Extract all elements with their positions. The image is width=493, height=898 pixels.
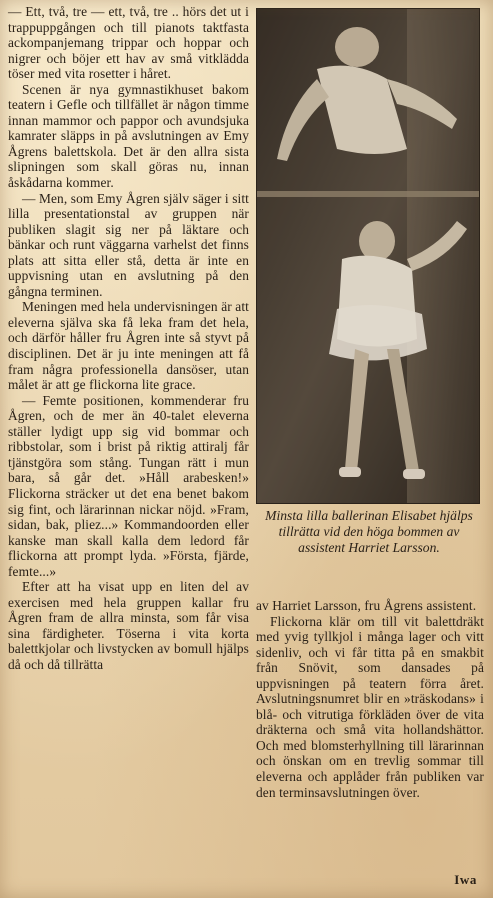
article-paragraph: — Femte positionen, kommenderar fru Ågren, och de mer än 40-talet eleverna ställer lydigt upp sig vid bommar och ribbstolar, som i brist på riktig attiralj får tjänstgöra som stång. Tungan rätt i mun bara, så går det. »Håll arabesken!» Flickorna sträcker ut det ena benet bakom sig fint, och lärarinnan nickar nöjd. »Fram, sidan, bak, pliez...» Kommandoorden eller kanske man skall kalla dem ledord får flickorna att prompt lyda. »Första, fjärde, femte...»: [8, 392, 249, 579]
article-paragraph: Efter att ha visat upp en liten del av exercisen med hela gruppen kallar fru Ågren fram de allra minsta, som får visa sina färdigheter. Töserna i vita korta balettkjolar och livstycken av bomull hjälps då och då tillrätta: [8, 579, 249, 672]
article-column-left: [8, 4, 249, 673]
article-paragraph: Meningen med hela undervisningen är att eleverna själva ska få leka fram det hela, och därför håller fru Ågren inte så styvt på disciplinen. Det är ju inte meningen att få fram några professionella dansöser, utan målet är att ge flickorna lite grace.: [8, 299, 249, 393]
article-paragraph: Flickorna klär om till vit balettdräkt med yvig tyllkjol i många lager och vitt sidenliv, och vi får titta på en smakbit från Snövit, som dansades på uppvisningen på teatern förra året. Avslutningsnumret blir en »träskodans» i blå- och vitrutiga förkläden över de vita dräkterna och små vita hollandshättor. Och med blomsterhyllning till lärarinnan och önskan om en trevlig sommar till eleverna och applåder från publiken var den terminsavslutningen över.: [256, 613, 484, 800]
article-column-right: [256, 598, 484, 800]
article-paragraph: av Harriet Larsson, fru Ågrens assistent.: [256, 598, 477, 613]
ballet-photo: [256, 8, 480, 504]
photo-caption: Minsta lilla ballerinan Elisabet hjälps tillrätta vid den höga bommen av assistent Harriet Larsson.: [265, 508, 473, 555]
ballet-photo-illustration: [257, 9, 479, 503]
article-paragraph: — Men, som Emy Ågren själv säger i sitt lilla presentationstal av gruppen när publiken slagit sig ner på läktare och bänkar och runt väggarna varhelst det finns plats att sitta eller stå, detta är inte en uppvisning utan en avslutning på den gångna terminen.: [8, 190, 249, 299]
article-paragraph: Scenen är nya gymnastikhuset bakom teatern i Gefle och tillfället är någon timme innan mammor och pappor och avundsjuka kamrater släpps in på avslutningen av Emy Ågrens balettskola. Det är den allra sista slipningen som skall göras nu, innan åskådarna kommer.: [8, 81, 249, 191]
author-signature: Iwa: [454, 872, 477, 887]
article-paragraph: — Ett, två, tre — ett, två, tre .. hörs det ut i trappuppgången och till pianots taktfasta ackompanjemang trippar och hoppar och nigrer och böjer ett hav av små vitklädda töser med vita rosetter i håret.: [8, 4, 249, 82]
